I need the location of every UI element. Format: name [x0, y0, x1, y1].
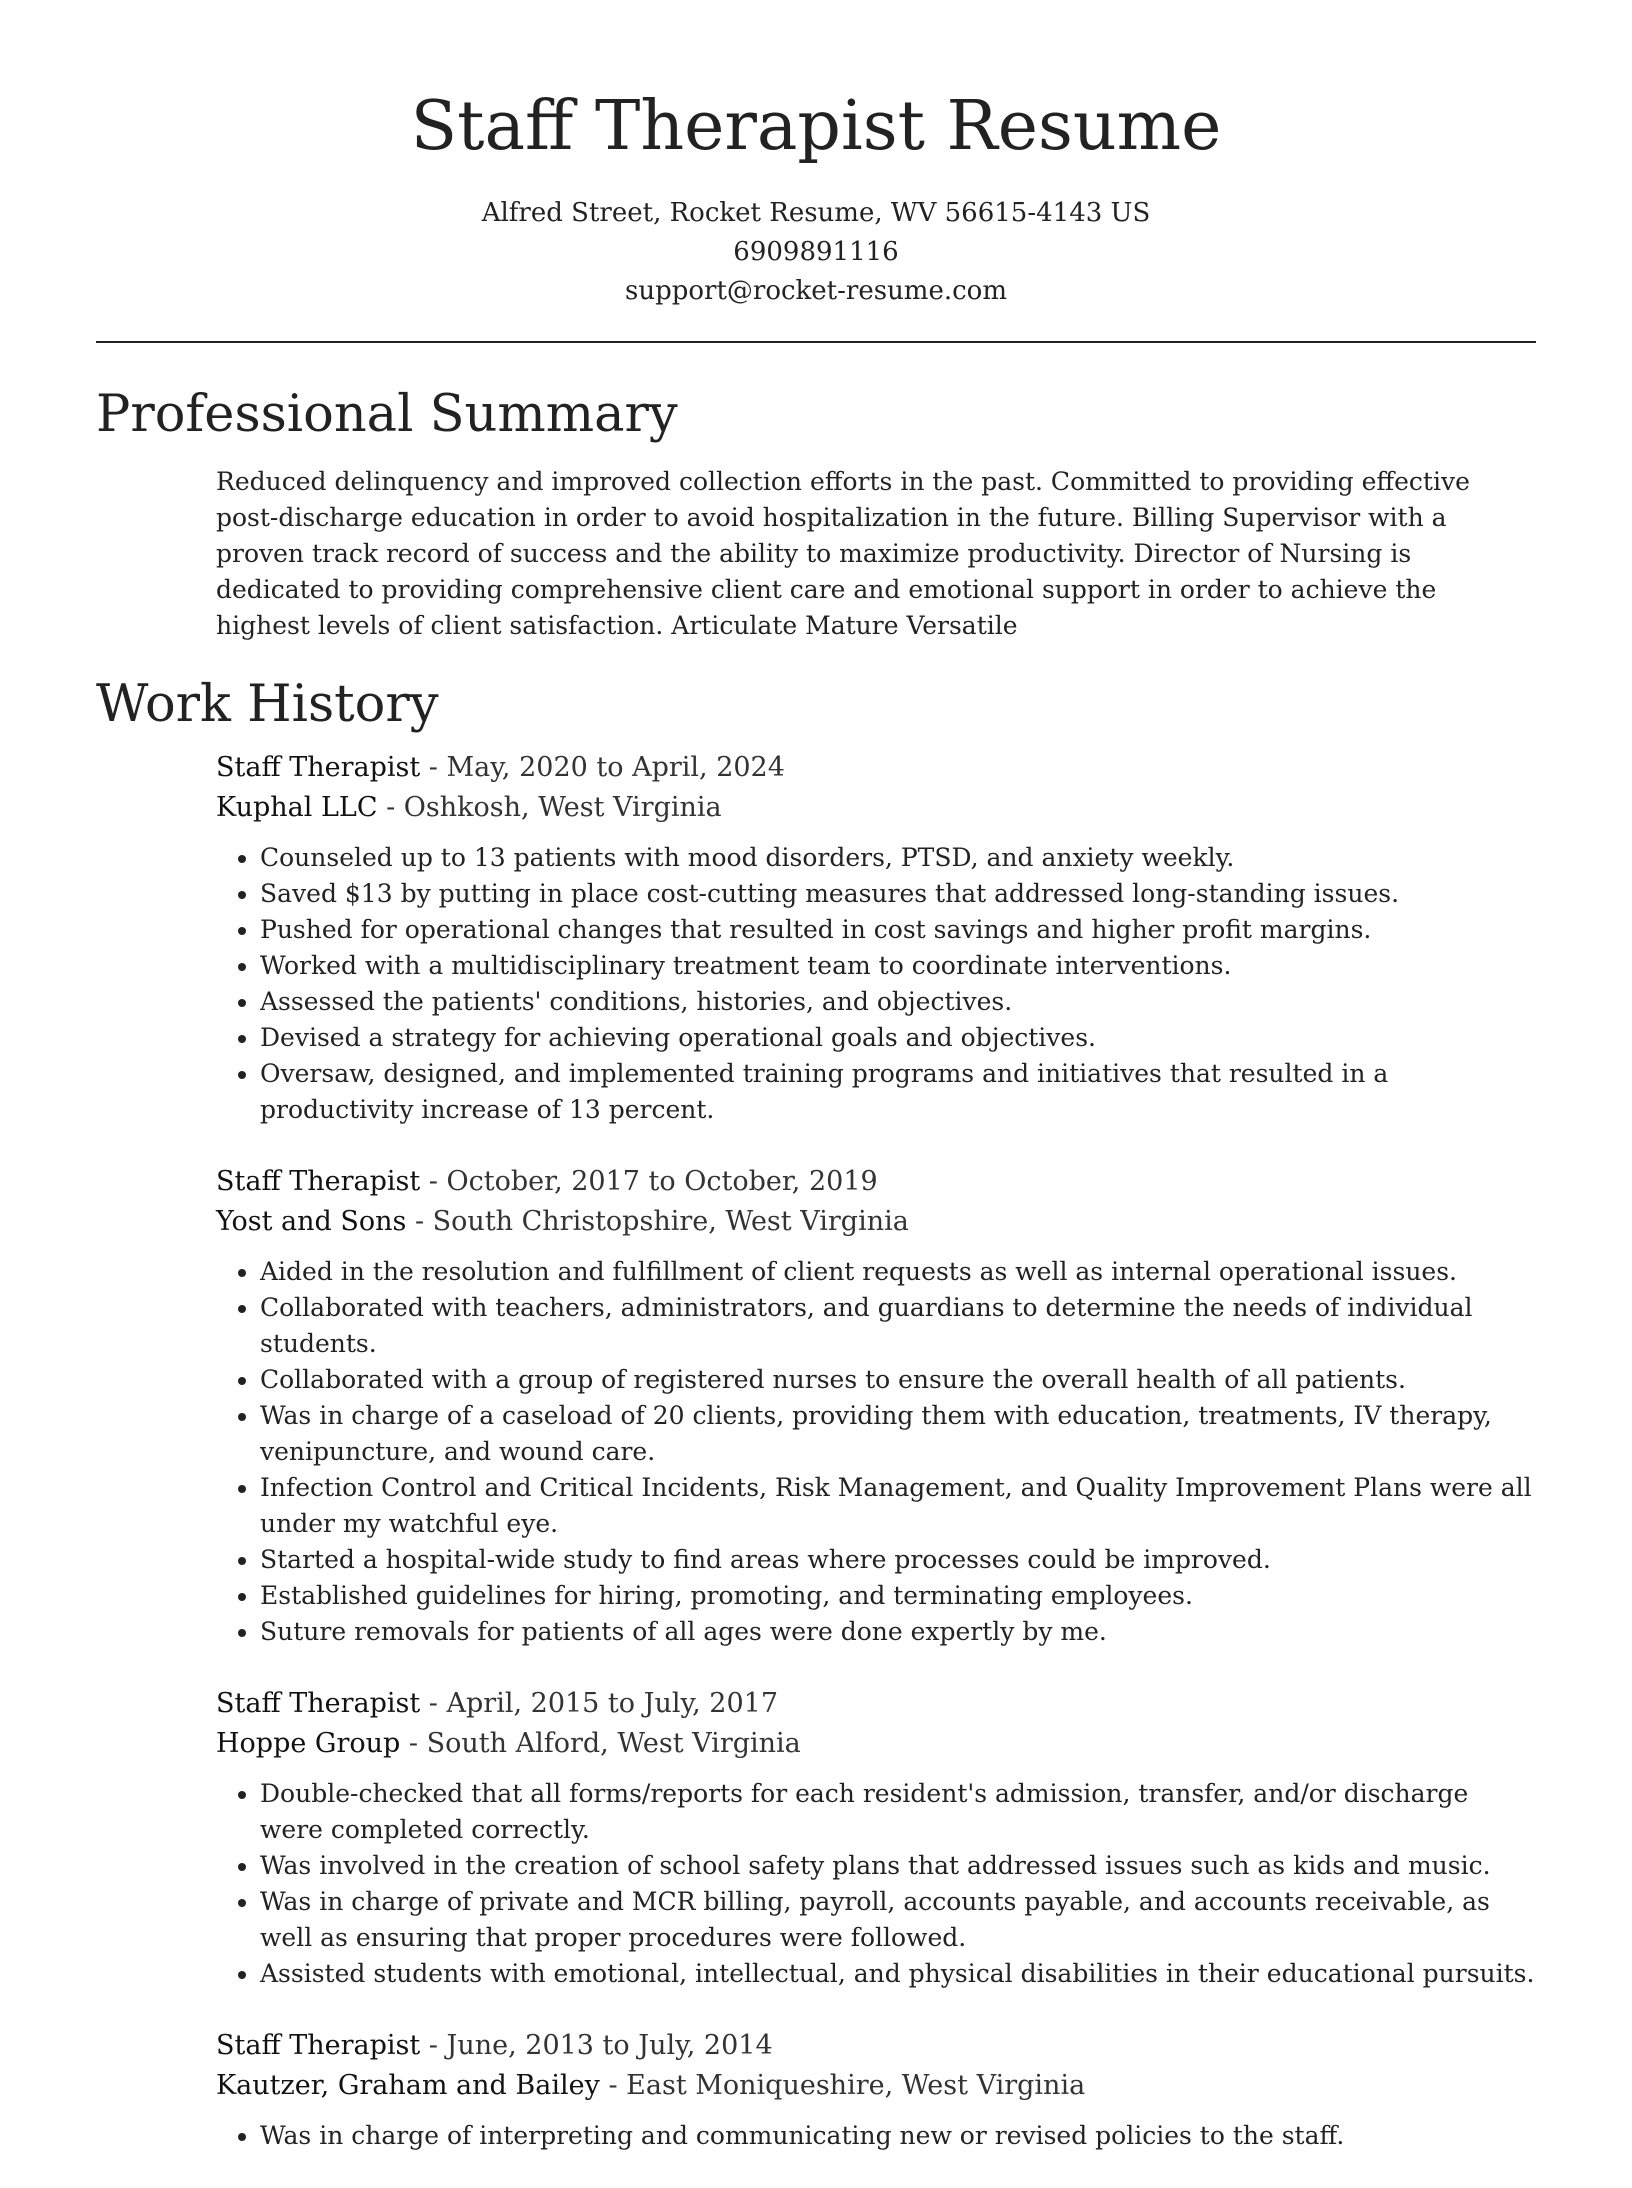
contact-info	[0, 194, 1632, 311]
job-bullet: • Collaborated with a group of registered nurses to ensure the overall health of all patients.	[260, 1362, 1536, 1398]
job-location: Oshkosh, West Virginia	[403, 792, 722, 823]
job-dates: October, 2017 to October, 2019	[446, 1166, 878, 1197]
job-bullet: • Was involved in the creation of school safety plans that addressed issues such as kids and music.	[260, 1848, 1536, 1884]
header-divider	[96, 341, 1536, 343]
job-entry	[216, 1162, 1536, 1650]
contact-email: support@rocket-resume.com	[624, 276, 1007, 306]
job-bullet: • Oversaw, designed, and implemented training programs and initiatives that resulted in a productivity increase of 13 percent.	[260, 1056, 1536, 1128]
job-company: Kuphal LLC	[216, 792, 378, 823]
job-bullet: • Established guidelines for hiring, promoting, and terminating employees.	[260, 1578, 1536, 1614]
job-bullets	[216, 1254, 1536, 1650]
job-bullet: • Assessed the patients' conditions, histories, and objectives.	[260, 984, 1536, 1020]
job-dates: June, 2013 to July, 2014	[446, 2030, 773, 2061]
job-entry	[216, 1684, 1536, 1992]
job-location: East Moniqueshire, West Virginia	[626, 2070, 1086, 2101]
job-bullet: • Double-checked that all forms/reports for each resident's admission, transfer, and/or discharge were completed correctly.	[260, 1776, 1536, 1848]
job-location: South Christopshire, West Virginia	[432, 1206, 909, 1237]
job-dates: May, 2020 to April, 2024	[446, 752, 785, 783]
job-bullet: • Devised a strategy for achieving operational goals and objectives.	[260, 1020, 1536, 1056]
job-bullet: • Was in charge of a caseload of 20 clients, providing them with education, treatments, IV therapy, venipuncture, and wound care.	[260, 1398, 1536, 1470]
job-company: Yost and Sons	[216, 1206, 407, 1237]
resume-content	[96, 380, 1536, 2188]
job-bullets	[216, 2118, 1536, 2154]
job-bullet: • Was in charge of interpreting and communicating new or revised policies to the staff.	[260, 2118, 1536, 2154]
job-title: Staff Therapist	[216, 1166, 421, 1197]
job-bullets	[216, 1776, 1536, 1992]
job-title-line: Staff Therapist - June, 2013 to July, 2014	[216, 2030, 773, 2061]
work-history-section	[96, 670, 1536, 2154]
job-bullet: • Counseled up to 13 patients with mood disorders, PTSD, and anxiety weekly.	[260, 840, 1536, 876]
job-bullet: • Aided in the resolution and fulfillment of client requests as well as internal operational issues.	[260, 1254, 1536, 1290]
job-bullet: • Assisted students with emotional, intellectual, and physical disabilities in their educational pursuits.	[260, 1956, 1536, 1992]
job-title: Staff Therapist	[216, 752, 421, 783]
job-bullet: • Infection Control and Critical Incidents, Risk Management, and Quality Improvement Plans were all under my watchful eye.	[260, 1470, 1536, 1542]
job-bullets	[216, 840, 1536, 1128]
job-bullet: • Collaborated with teachers, administrators, and guardians to determine the needs of individual students.	[260, 1290, 1536, 1362]
job-company-line: Hoppe Group - South Alford, West Virginia	[216, 1728, 801, 1759]
job-company-line: Kuphal LLC - Oshkosh, West Virginia	[216, 792, 722, 823]
job-company-line: Yost and Sons - South Christopshire, West Virginia	[216, 1206, 909, 1237]
summary-section	[96, 380, 1536, 644]
job-title-line: Staff Therapist - April, 2015 to July, 2017	[216, 1688, 779, 1719]
section-heading-work-history: Work History	[96, 675, 439, 734]
job-bullet: • Saved $13 by putting in place cost-cutting measures that addressed long-standing issues.	[260, 876, 1536, 912]
job-company: Hoppe Group	[216, 1728, 401, 1759]
job-title-line: Staff Therapist - October, 2017 to October, 2019	[216, 1166, 878, 1197]
section-heading-summary: Professional Summary	[96, 385, 678, 444]
job-bullet: • Worked with a multidisciplinary treatment team to coordinate interventions.	[260, 948, 1536, 984]
job-title: Staff Therapist	[216, 2030, 421, 2061]
summary-text: Reduced delinquency and improved collection efforts in the past. Committed to providing effective post-discharge education in order to avoid hospitalization in the future. Billing Supervisor with a proven track record of success and the ability to maximize productivity. Director of Nursing is dedicated to providing comprehensive client care and emotional support in order to achieve the highest levels of client satisfaction. Articulate Mature Versatile	[216, 467, 1470, 640]
job-entry	[216, 748, 1536, 1128]
job-dates: April, 2015 to July, 2017	[446, 1688, 779, 1719]
job-company: Kautzer, Graham and Bailey	[216, 2070, 600, 2101]
contact-phone: 6909891116	[733, 237, 899, 267]
job-title-line: Staff Therapist - May, 2020 to April, 2024	[216, 752, 785, 783]
job-bullet: • Pushed for operational changes that resulted in cost savings and higher profit margins.	[260, 912, 1536, 948]
job-location: South Alford, West Virginia	[426, 1728, 801, 1759]
job-title: Staff Therapist	[216, 1688, 421, 1719]
job-bullet: • Suture removals for patients of all ages were done expertly by me.	[260, 1614, 1536, 1650]
page-title: Staff Therapist Resume	[410, 87, 1222, 166]
job-company-line: Kautzer, Graham and Bailey - East Moniqueshire, West Virginia	[216, 2070, 1086, 2101]
job-bullet: • Was in charge of private and MCR billing, payroll, accounts payable, and accounts receivable, as well as ensuring that proper procedures were followed.	[260, 1884, 1536, 1956]
contact-address: Alfred Street, Rocket Resume, WV 56615-4143 US	[481, 198, 1151, 228]
job-entry	[216, 2026, 1536, 2154]
job-bullet: • Started a hospital-wide study to find areas where processes could be improved.	[260, 1542, 1536, 1578]
resume-header	[0, 84, 1632, 311]
